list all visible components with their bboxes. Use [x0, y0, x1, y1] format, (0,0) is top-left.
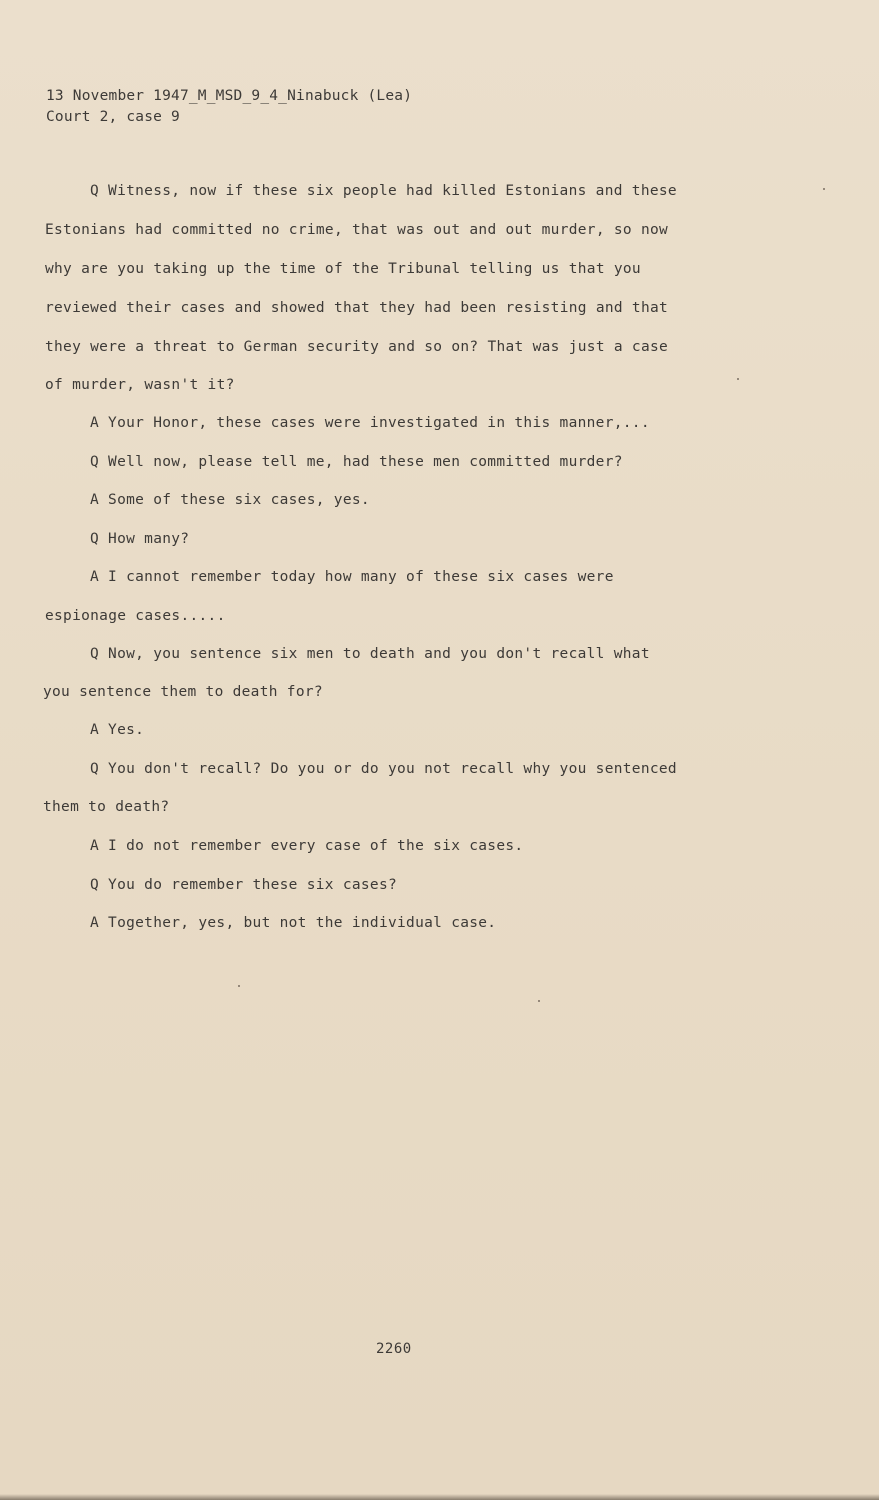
transcript-line: Q How many?: [90, 531, 190, 547]
transcript-line: A I cannot remember today how many of these six cases were: [90, 569, 614, 585]
transcript-line: A I do not remember every case of the six cases.: [90, 838, 524, 854]
document-header: [46, 86, 412, 128]
transcript-line: A Some of these six cases, yes.: [90, 492, 370, 508]
paper-speck: [823, 188, 825, 190]
paper-speck: [737, 378, 739, 380]
paper-speck: [238, 985, 240, 987]
header-court-line: Court 2, case 9: [46, 109, 180, 125]
transcript-line: why are you taking up the time of the Tribunal telling us that you: [45, 261, 641, 277]
paper-speck: [538, 1000, 540, 1002]
transcript-line: Q Well now, please tell me, had these men committed murder?: [90, 454, 623, 470]
header-date-line: 13 November 1947_M_MSD_9_4_Ninabuck (Lea): [46, 88, 413, 104]
transcript-line: they were a threat to German security and so on? That was just a case: [45, 339, 669, 355]
transcript-line: Q You don't recall? Do you or do you not recall why you sentenced: [90, 761, 677, 777]
transcript-line: Q Witness, now if these six people had killed Estonians and these: [90, 183, 677, 199]
transcript-line: A Your Honor, these cases were investigated in this manner,...: [90, 415, 650, 431]
transcript-line: Q You do remember these six cases?: [90, 877, 398, 893]
transcript-line: A Together, yes, but not the individual case.: [90, 915, 497, 931]
transcript-line: you sentence them to death for?: [43, 684, 323, 700]
page-number: 2260: [376, 1341, 412, 1357]
transcript-line: Estonians had committed no crime, that was out and out murder, so now: [45, 222, 669, 238]
transcript-line: Q Now, you sentence six men to death and you don't recall what: [90, 646, 650, 662]
transcript-line: espionage cases.....: [45, 608, 226, 624]
transcript-line: A Yes.: [90, 722, 145, 738]
transcript-line: reviewed their cases and showed that they had been resisting and that: [45, 300, 669, 316]
transcript-line: of murder, wasn't it?: [45, 377, 235, 393]
transcript-line: them to death?: [43, 799, 170, 815]
page-bottom-edge: [0, 1494, 879, 1500]
